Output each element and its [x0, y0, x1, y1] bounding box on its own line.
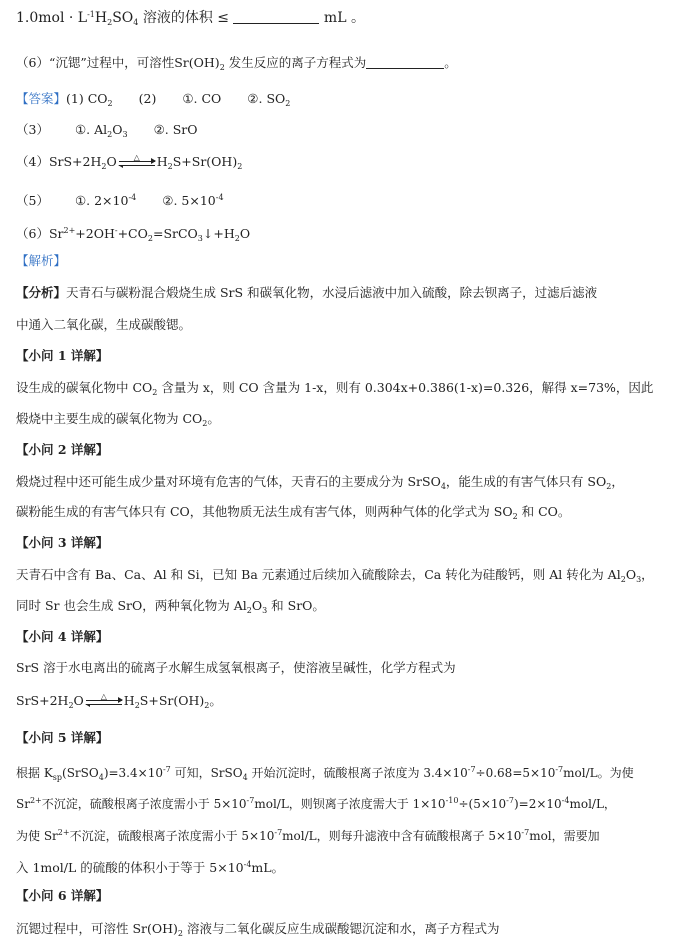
text: 煅烧中主要生成的碳氧化物为 CO — [16, 411, 203, 426]
text: 天青石与碳粉混合煅烧生成 SrS 和碳氧化物，水浸后滤液中加入硫酸，除去钡离子，过滤后滤液 — [66, 285, 598, 300]
analysis-label: 【分析】 — [16, 285, 67, 300]
text: （5） — [16, 193, 49, 208]
text: 天青石中含有 Ba、Ca、Al 和 Si，已知 Ba 元素通过后续加入硫酸除去，Ca 转化为硅酸钙，则 Al 转化为 Al — [16, 567, 621, 582]
superscript: -4 — [215, 193, 224, 202]
superscript: 2+ — [57, 828, 70, 837]
text: （6）“沉锶”过程中，可溶性Sr(OH) — [16, 55, 220, 70]
text: 和 SrO。 — [267, 598, 325, 613]
reversible-arrow-icon — [84, 691, 124, 709]
text: O — [625, 567, 637, 582]
heat-symbol: △ — [133, 152, 140, 162]
text: +CO — [117, 226, 148, 241]
answer-label: 【答案】 — [16, 91, 67, 106]
subscript: 2 — [234, 234, 240, 243]
superscript: -4 — [128, 193, 137, 202]
heat-symbol: △ — [100, 691, 107, 701]
text: （6）Sr — [16, 226, 64, 241]
section-1-title: 【小问 1 详解】 — [16, 348, 109, 363]
text: O — [112, 122, 123, 137]
answer-line-6 — [16, 222, 250, 248]
text: ，能生成的有害气体只有 SO — [445, 474, 607, 489]
text: 碳粉能生成的有害气体只有 CO，其他物质无法生成有害气体，则两种气体的化学式为 SO — [16, 504, 513, 519]
superscript: - — [114, 226, 118, 235]
section-3-line-1 — [16, 566, 654, 589]
subscript: 2 — [134, 701, 140, 710]
subscript: 4 — [242, 773, 248, 782]
text: mol/L，则每升滤液中含有硫酸根离子 5×10 — [282, 829, 522, 843]
section-4-equation — [16, 692, 222, 715]
text: 。 — [444, 55, 457, 70]
subscript: 2 — [147, 234, 153, 243]
superscript: 2+ — [29, 796, 42, 805]
section-3-line-2 — [16, 597, 325, 620]
analysis-line-1 — [16, 284, 597, 302]
subscript: 2 — [620, 575, 626, 584]
text: mol/L，则钡离子浓度需大于 1×10 — [254, 797, 446, 811]
text: Sr — [16, 797, 30, 811]
text: 为使 Sr — [16, 829, 58, 843]
text: 沉锶过程中，可溶性 Sr(OH) — [16, 921, 178, 936]
text: ①. 2×10 — [74, 193, 129, 208]
superscript: -4 — [561, 796, 570, 805]
subscript: 4 — [440, 482, 446, 491]
subscript: 2 — [107, 99, 113, 108]
text: ÷(5×10 — [458, 797, 507, 811]
answer-blank — [366, 56, 444, 69]
subscript: 3 — [636, 575, 642, 584]
subscript: 2 — [202, 419, 208, 428]
superscript: -7 — [555, 765, 564, 774]
text: )=2×10 — [513, 797, 562, 811]
answer-line-5 — [16, 189, 224, 210]
text: SO — [112, 10, 134, 26]
subscript: 4 — [133, 18, 139, 27]
subscript: 2 — [177, 929, 184, 938]
question-6-line — [16, 54, 457, 77]
text: SrS+2H — [16, 693, 69, 708]
superscript: 2+ — [63, 226, 76, 235]
text: (1) CO — [66, 91, 108, 106]
text: S+Sr(OH) — [172, 154, 238, 169]
text: ②. SO — [247, 91, 286, 106]
section-5-line-3 — [16, 824, 600, 845]
text: 同时 Sr 也会生成 SrO，两种氧化物为 Al — [16, 598, 247, 613]
subscript: 2 — [606, 482, 612, 491]
text: ， — [641, 567, 654, 582]
text: (2) — [138, 91, 157, 106]
superscript: -7 — [162, 765, 171, 774]
text: 可知，SrSO — [170, 766, 243, 780]
text: 不沉淀，硫酸根离子浓度需小于 5×10 — [41, 797, 247, 811]
section-5-line-4 — [16, 856, 284, 877]
subscript: sp — [52, 773, 63, 782]
section-5-title: 【小问 5 详解】 — [16, 730, 109, 745]
text: ÷0.68=5×10 — [475, 766, 556, 780]
text: O — [106, 154, 117, 169]
text: mol/L， — [569, 797, 616, 811]
section-5-line-1 — [16, 761, 634, 787]
section-5-line-2 — [16, 792, 616, 813]
reversible-arrow-icon — [117, 152, 157, 170]
text: mol/L。为使 — [563, 766, 634, 780]
text: 根据 K — [16, 766, 53, 780]
text: H — [156, 154, 168, 169]
text: 入 1mol/L 的硫酸的体积小于等于 5×10 — [16, 860, 244, 875]
text: 设生成的碳氧化物中 CO — [16, 380, 153, 395]
answer-line-4 — [16, 153, 242, 176]
subscript: 3 — [197, 234, 203, 243]
text: 溶液的体积 ≤ — [138, 10, 234, 26]
subscript: 4 — [98, 773, 104, 782]
superscript: -7 — [467, 765, 476, 774]
text: 溶液与二氧化碳反应生成碳酸锶沉淀和水，离子方程式为 — [183, 921, 500, 936]
subscript: 3 — [122, 130, 128, 139]
text: 不沉淀，硫酸根离子浓度需小于 5×10 — [69, 829, 275, 843]
text: mL 。 — [319, 10, 365, 26]
subscript: 2 — [204, 701, 210, 710]
section-1-line-1 — [16, 379, 653, 402]
text: 1.0mol · L — [16, 10, 88, 26]
text: 含量为 x，则 CO 含量为 1-x，则有 0.304x+0.386(1-x)=0.326，解得 x=73%，因此 — [157, 380, 654, 395]
section-6-title: 【小问 6 详解】 — [16, 888, 109, 903]
subscript: 2 — [285, 99, 291, 108]
text: 发生反应的离子方程式为 — [224, 55, 367, 70]
superscript: -10 — [445, 796, 459, 805]
text: 煅烧过程中还可能生成少量对环境有危害的气体，天青石的主要成分为 SrSO — [16, 474, 441, 489]
subscript: 2 — [512, 512, 518, 521]
text: 。 — [207, 411, 220, 426]
text: O — [73, 693, 84, 708]
superscript: -7 — [274, 828, 283, 837]
answer-line-1 — [16, 90, 290, 113]
text: mol，需要加 — [529, 829, 600, 843]
jiexi-label: 【解析】 — [16, 253, 67, 268]
superscript: -1 — [87, 10, 95, 19]
subscript: 2 — [107, 18, 113, 27]
subscript: 2 — [107, 130, 113, 139]
superscript: -4 — [243, 860, 252, 869]
text: 。 — [209, 693, 222, 708]
text: ②. 5×10 — [162, 193, 216, 208]
text: 和 CO。 — [517, 504, 571, 519]
text: O — [239, 226, 251, 241]
text: O — [251, 598, 263, 613]
text: )=3.4×10 — [103, 766, 163, 780]
answer-line-3 — [16, 121, 198, 144]
section-2-line-2 — [16, 503, 570, 526]
section-3-title: 【小问 3 详解】 — [16, 535, 109, 550]
subscript: 2 — [101, 162, 107, 171]
text: （4）SrS+2H — [16, 154, 102, 169]
text: mL。 — [251, 860, 285, 875]
text: ②. SrO — [153, 122, 198, 137]
text: （3） — [16, 122, 49, 137]
section-1-line-2 — [16, 410, 220, 433]
text: =SrCO — [152, 226, 198, 241]
question-tail-line — [16, 6, 365, 32]
subscript: 2 — [246, 606, 252, 615]
text: ①. CO — [182, 91, 222, 106]
subscript: 2 — [152, 388, 158, 397]
subscript: 3 — [262, 606, 268, 615]
text: +2OH — [75, 226, 115, 241]
superscript: -7 — [521, 828, 530, 837]
section-4-line-1: SrS 溶于水电离出的硫离子水解生成氢氧根离子，使溶液呈碱性，化学方程式为 — [16, 660, 456, 675]
text: 开始沉淀时，硫酸根离子浓度为 3.4×10 — [247, 766, 468, 780]
section-6-line-1 — [16, 920, 500, 943]
superscript: -7 — [246, 796, 255, 805]
text: (SrSO — [62, 766, 99, 780]
section-2-title: 【小问 2 详解】 — [16, 442, 109, 457]
section-2-line-1 — [16, 473, 624, 496]
text: ①. Al — [74, 122, 108, 137]
text: ， — [611, 474, 624, 489]
section-4-title: 【小问 4 详解】 — [16, 629, 109, 644]
subscript: 2 — [237, 162, 243, 171]
subscript: 2 — [219, 63, 225, 72]
superscript: -7 — [506, 796, 514, 805]
text: S+Sr(OH) — [139, 693, 205, 708]
subscript: 2 — [68, 701, 74, 710]
answer-blank — [233, 11, 319, 24]
subscript: 2 — [167, 162, 173, 171]
text: H — [123, 693, 135, 708]
text: ↓+H — [202, 226, 235, 241]
text: H — [94, 10, 108, 26]
analysis-line-2: 中通入二氧化碳，生成碳酸锶。 — [16, 317, 192, 332]
